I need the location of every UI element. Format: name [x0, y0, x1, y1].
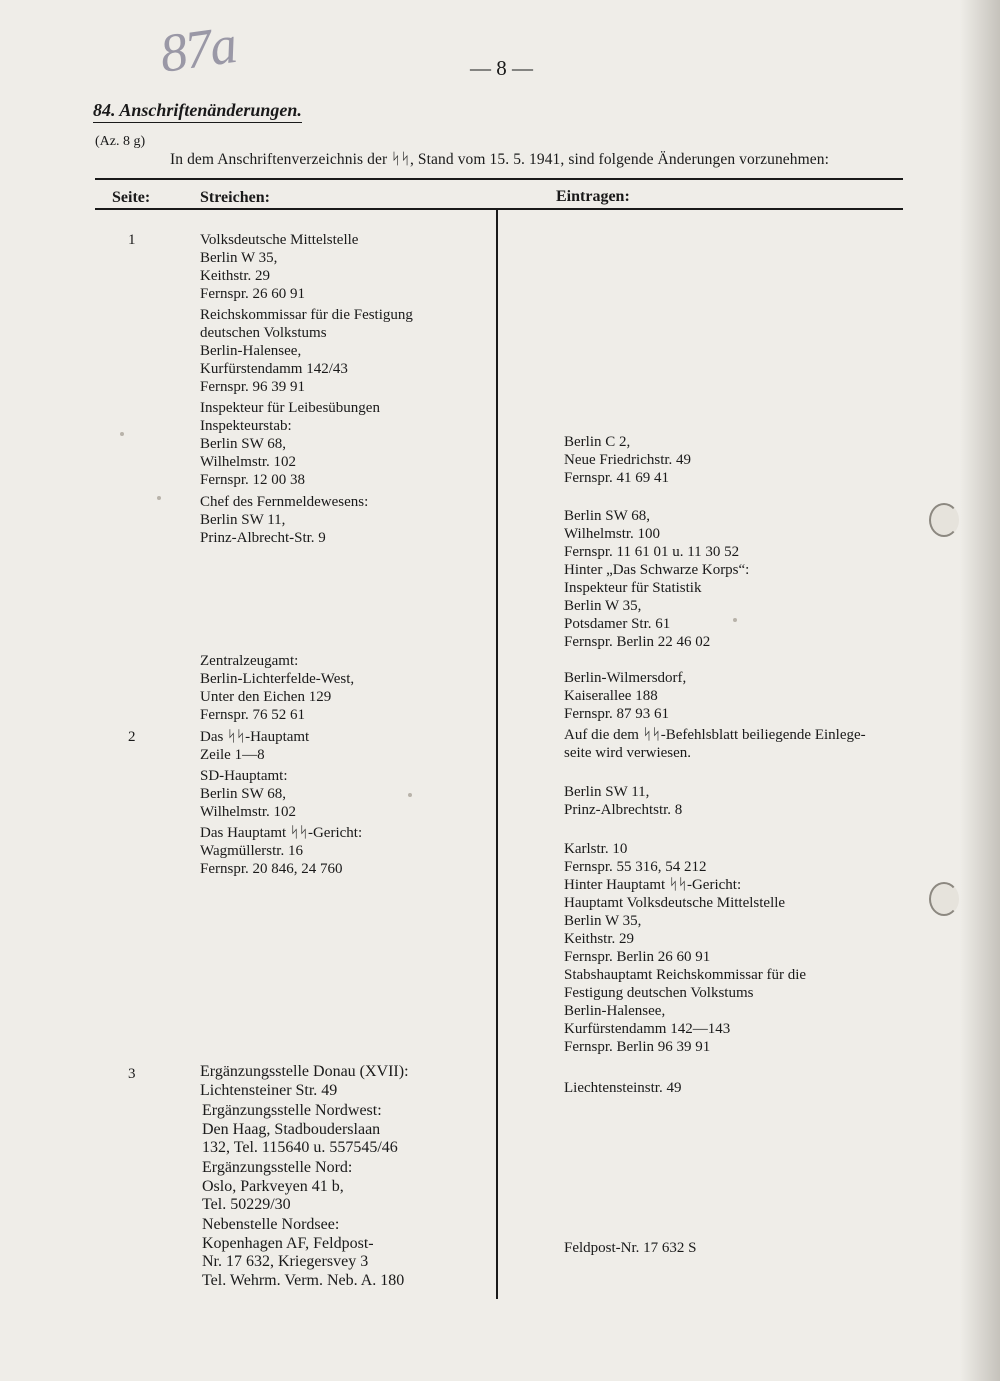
- reference-number: (Az. 8 g): [95, 134, 146, 149]
- entry-line: Zeile 1—8: [200, 747, 265, 763]
- section-heading: 84. Anschriftenänderungen.: [93, 100, 302, 123]
- entry-line: Fernspr. 12 00 38: [200, 472, 305, 488]
- entry-line: Fernspr. 87 93 61: [564, 706, 669, 722]
- column-header-streichen: Streichen:: [200, 189, 270, 206]
- entry-line: Ergänzungsstelle Donau (XVII):: [200, 1063, 409, 1080]
- eintragen-entry: [564, 1079, 681, 1097]
- entry-line: Reichskommissar für die Festigung: [200, 307, 413, 323]
- entry-line: Ergänzungsstelle Nord:: [202, 1159, 353, 1176]
- entry-line: Ergänzungsstelle Nordwest:: [202, 1102, 382, 1119]
- entry-line: Fernspr. 20 846, 24 760: [200, 861, 343, 877]
- intro-text: In dem Anschriftenverzeichnis der ᛋᛋ, Stand vom 15. 5. 1941, sind folgende Änderungen vorzunehmen:: [170, 151, 830, 168]
- entry-line: Berlin SW 68,: [200, 786, 286, 802]
- entry-line: Wilhelmstr. 102: [200, 454, 297, 470]
- entry-line: Hauptamt Volksdeutsche Mittelstelle: [564, 895, 786, 911]
- entry-line: Nr. 17 632, Kriegersvey 3: [202, 1253, 369, 1270]
- entry-line: Berlin SW 68,: [200, 436, 286, 452]
- entry-line: Oslo, Parkveyen 41 b,: [202, 1177, 344, 1195]
- entry-line: Fernspr. 96 39 91: [200, 379, 305, 395]
- eintragen-entry: [564, 726, 866, 762]
- entry-line: Hinter „Das Schwarze Korps“:: [564, 562, 750, 578]
- entry-line: Potsdamer Str. 61: [564, 616, 671, 632]
- entry-line: Liechtensteinstr. 49: [564, 1080, 682, 1096]
- entry-line: seite wird verwiesen.: [564, 745, 692, 761]
- entry-line: Berlin W 35,: [200, 250, 278, 266]
- entry-line: Den Haag, Stadbouderslaan: [202, 1120, 381, 1138]
- entry-line: Lichtensteiner Str. 49: [200, 1081, 338, 1099]
- entry-line: Fernspr. Berlin 22 46 02: [564, 634, 711, 650]
- entry-line: Keithstr. 29: [564, 931, 634, 947]
- streichen-entry: [200, 399, 380, 489]
- seite-number: 3: [128, 1066, 136, 1082]
- entry-line: Berlin SW 11,: [200, 512, 286, 528]
- paper-speck: [120, 432, 124, 436]
- paper-speck: [733, 618, 737, 622]
- entry-line: Stabshauptamt Reichskommissar für die: [564, 967, 807, 983]
- eintragen-entry: [564, 783, 682, 819]
- punch-hole: [929, 882, 959, 916]
- entry-line: Tel. Wehrm. Verm. Neb. A. 180: [202, 1271, 405, 1289]
- streichen-entry: [200, 652, 354, 724]
- entry-line: Berlin-Wilmersdorf,: [564, 670, 687, 686]
- column-divider: [496, 209, 498, 1299]
- entry-line: Prinz-Albrecht-Str. 9: [200, 530, 326, 546]
- streichen-entry: [200, 231, 358, 303]
- entry-line: Keithstr. 29: [200, 268, 270, 284]
- streichen-entry: [200, 767, 296, 821]
- entry-line: Fernspr. 11 61 01 u. 11 30 52: [564, 544, 740, 560]
- column-header-seite: Seite:: [112, 189, 151, 206]
- entry-line: Auf die dem ᛋᛋ-Befehlsblatt beiliegende Einlege-: [564, 727, 866, 743]
- entry-line: Fernspr. Berlin 26 60 91: [564, 949, 711, 965]
- entry-line: Berlin-Lichterfelde-West,: [200, 671, 355, 687]
- entry-line: Kaiserallee 188: [564, 688, 658, 704]
- entry-line: Inspekteur für Statistik: [564, 580, 702, 596]
- entry-line: Fernspr. 76 52 61: [200, 707, 305, 723]
- table-top-rule: [95, 178, 903, 180]
- entry-line: Fernspr. 55 316, 54 212: [564, 859, 707, 875]
- entry-line: Berlin W 35,: [564, 913, 642, 929]
- entry-line: Das Hauptamt ᛋᛋ-Gericht:: [200, 825, 363, 841]
- entry-line: Kurfürstendamm 142—143: [564, 1021, 731, 1037]
- column-header-eintragen: Eintragen:: [556, 188, 630, 205]
- eintragen-entry: [564, 433, 691, 487]
- entry-line: Prinz-Albrechtstr. 8: [564, 802, 683, 818]
- entry-line: Tel. 50229/30: [202, 1196, 291, 1213]
- eintragen-entry: [564, 669, 686, 723]
- streichen-entry: [200, 306, 413, 396]
- entry-line: Unter den Eichen 129: [200, 689, 332, 705]
- entry-line: Berlin C 2,: [564, 434, 631, 450]
- paper-speck: [408, 793, 412, 797]
- eintragen-entry: [564, 507, 749, 651]
- streichen-entry: [202, 1216, 404, 1290]
- streichen-entry: [200, 493, 368, 547]
- streichen-entry: [202, 1159, 352, 1215]
- entry-line: Kopenhagen AF, Feldpost-: [202, 1234, 374, 1252]
- entry-line: Zentralzeugamt:: [200, 653, 299, 669]
- entry-line: Das ᛋᛋ-Hauptamt: [200, 729, 310, 745]
- streichen-entry: [200, 824, 362, 878]
- entry-line: Wagmüllerstr. 16: [200, 843, 303, 859]
- entry-line: Berlin-Halensee,: [564, 1003, 666, 1019]
- entry-line: Volksdeutsche Mittelstelle: [200, 232, 359, 248]
- entry-line: Hinter Hauptamt ᛋᛋ-Gericht:: [564, 877, 742, 893]
- entry-line: Berlin W 35,: [564, 598, 642, 614]
- entry-line: Fernspr. 41 69 41: [564, 470, 669, 486]
- seite-number: 1: [128, 232, 136, 248]
- entry-line: Inspekteurstab:: [200, 418, 292, 434]
- entry-line: Nebenstelle Nordsee:: [202, 1216, 340, 1233]
- entry-line: Kurfürstendamm 142/43: [200, 361, 348, 377]
- entry-line: Fernspr. Berlin 96 39 91: [564, 1039, 711, 1055]
- eintragen-entry: [564, 1239, 697, 1257]
- entry-line: Neue Friedrichstr. 49: [564, 452, 692, 468]
- handwritten-page-note: 87a: [156, 14, 239, 84]
- entry-line: Chef des Fernmeldewesens:: [200, 494, 369, 510]
- punch-hole: [929, 503, 959, 537]
- entry-line: Berlin SW 68,: [564, 508, 650, 524]
- streichen-entry: [202, 1102, 398, 1158]
- entry-line: deutschen Volkstums: [200, 325, 327, 341]
- table-header-rule: [95, 208, 903, 210]
- eintragen-entry: [564, 840, 806, 1056]
- paper-speck: [157, 496, 161, 500]
- entry-line: Berlin-Halensee,: [200, 343, 302, 359]
- entry-line: SD-Hauptamt:: [200, 768, 288, 784]
- seite-number: 2: [128, 729, 136, 745]
- streichen-entry: [200, 1063, 409, 1100]
- entry-line: 132, Tel. 115640 u. 557545/46: [202, 1139, 398, 1156]
- entry-line: Festigung deutschen Volkstums: [564, 985, 754, 1001]
- streichen-entry: [200, 728, 309, 764]
- page-number: — 8 —: [470, 56, 533, 80]
- page-edge-shadow: [960, 0, 1000, 1381]
- entry-line: Berlin SW 11,: [564, 784, 650, 800]
- entry-line: Karlstr. 10: [564, 841, 628, 857]
- entry-line: Wilhelmstr. 102: [200, 804, 297, 820]
- entry-line: Wilhelmstr. 100: [564, 526, 661, 542]
- entry-line: Inspekteur für Leibesübungen: [200, 400, 380, 416]
- entry-line: Fernspr. 26 60 91: [200, 286, 305, 302]
- entry-line: Feldpost-Nr. 17 632 S: [564, 1240, 697, 1256]
